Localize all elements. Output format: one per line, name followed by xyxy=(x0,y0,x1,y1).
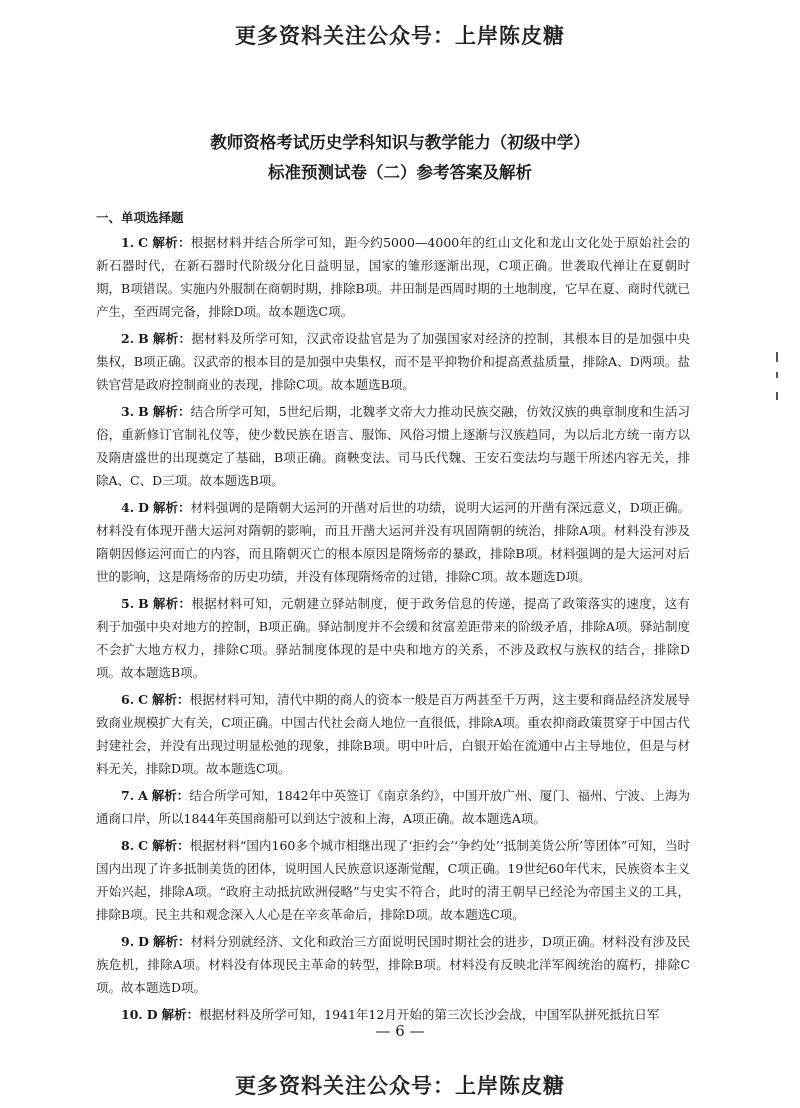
answer-list xyxy=(96,231,690,1026)
item-number: 4. xyxy=(121,500,135,515)
item-answer: A xyxy=(138,788,148,803)
item-answer: B xyxy=(138,331,149,346)
analysis-label: 解析： xyxy=(152,500,191,515)
item-text: 根据材料可知，元朝建立驿站制度，便于政务信息的传递，提高了政策落实的速度，这有利于加强中央对地方的控制，B项正确。驿站制度并不会缓和贫富差距带来的阶级矛盾，排除A项。驿站制度不会扩大地方权力，排除C项。驿站制度体现的是中央和地方的关系，不涉及政权与族权的结合，排除D项。故本题选B项。 xyxy=(96,596,690,680)
item-answer: D xyxy=(146,1007,158,1022)
answer-item xyxy=(96,592,690,684)
item-number: 2. xyxy=(121,331,135,346)
item-number: 8. xyxy=(121,838,135,853)
item-text: 根据材料可知，清代中期的商人的资本一般是百万两甚至千万两，这主要和商品经济发展导致商业规模扩大有关，C项正确。中国古代社会商人地位一直很低，排除A项。重农抑商政策贯穿于中国古代封建社会，并没有出现过明显松弛的现象，排除B项。明中叶后，白银开始在流通中占主导地位，但是与材料无关，排除D项。故本题选C项。 xyxy=(96,692,690,776)
item-text: 结合所学可知，1842年中英签订《南京条约》，中国开放广州、厦门、福州、宁波、上海为通商口岸，所以1844年英国商船可以到达宁波和上海，A项正确。故本题选A项。 xyxy=(96,788,690,826)
item-answer: B xyxy=(138,596,149,611)
item-number: 9. xyxy=(121,934,135,949)
section-heading: 一、单项选择题 xyxy=(96,210,184,225)
item-answer: B xyxy=(138,404,149,419)
item-text: 根据材料并结合所学可知，距今约5000—4000年的红山文化和龙山文化处于原始社会的新石器时代，在新石器时代阶级分化日益明显，国家的雏形逐渐出现，C项正确。世袭取代禅让在夏朝时期，B项错误。实施内外服制在商朝时期，排除B项。井田制是西周时期的土地制度，它早在夏、商时代就已产生，至西周完备，排除D项。故本题选C项。 xyxy=(96,235,690,319)
item-text: 材料分别就经济、文化和政治三方面说明民国时期社会的进步，D项正确。材料没有涉及民族危机，排除A项。材料没有体现民主革命的转型，排除B项。材料没有反映北洋军阀统治的腐朽，排除C项。故本题选D项。 xyxy=(96,934,690,995)
item-number: 7. xyxy=(121,788,135,803)
item-answer: C xyxy=(138,838,149,853)
answer-item xyxy=(96,688,690,780)
analysis-label: 解析： xyxy=(152,331,192,346)
answer-item xyxy=(96,400,690,492)
item-answer: D xyxy=(138,500,149,515)
analysis-label: 解析： xyxy=(152,404,191,419)
analysis-label: 解析： xyxy=(151,788,190,803)
title-line-2: 标准预测试卷（二）参考答案及解析 xyxy=(268,163,532,182)
item-answer: C xyxy=(138,235,149,250)
scan-artifact-mark xyxy=(776,392,778,400)
bottom-banner: 更多资料关注公众号：上岸陈皮糖 xyxy=(235,1074,565,1098)
item-number: 10. xyxy=(121,1007,143,1022)
item-text: 根据材料及所学可知，1941年12月开始的第三次长沙会战，中国军队拼死抵抗日军 xyxy=(199,1007,660,1022)
scan-artifact-mark xyxy=(776,372,778,378)
analysis-label: 解析： xyxy=(152,934,191,949)
item-text: 材料强调的是隋朝大运河的开凿对后世的功绩，说明大运河的开凿有深远意义，D项正确。材料没有体现开凿大运河对隋朝的影响，而且开凿大运河并没有巩固隋朝的统治，排除A项。材料没有涉及隋朝因修运河而亡的内容，而且隋朝灭亡的根本原因是隋炀帝的暴政，排除B项。材料强调的是大运河对后世的影响，这是隋炀帝的历史功绩，并没有体现隋炀帝的过错，排除C项。故本题选D项。 xyxy=(96,500,690,584)
answer-item xyxy=(96,834,690,926)
title-line-1: 教师资格考试历史学科知识与教学能力（初级中学） xyxy=(210,133,590,152)
item-number: 1. xyxy=(121,235,135,250)
analysis-label: 解析： xyxy=(152,838,190,853)
answer-item xyxy=(96,784,690,830)
page-number: — 6 — xyxy=(375,1022,425,1040)
item-number: 5. xyxy=(121,596,135,611)
answer-item xyxy=(96,327,690,396)
item-answer: C xyxy=(138,692,149,707)
item-number: 6. xyxy=(121,692,135,707)
page-title xyxy=(0,128,800,188)
analysis-label: 解析： xyxy=(161,1007,200,1022)
scan-artifact-mark xyxy=(776,352,778,362)
top-banner: 更多资料关注公众号：上岸陈皮糖 xyxy=(235,24,565,48)
analysis-label: 解析： xyxy=(152,596,192,611)
answer-item xyxy=(96,496,690,588)
item-answer: D xyxy=(138,934,149,949)
answer-content xyxy=(96,206,690,1030)
item-text: 结合所学可知，5世纪后期，北魏孝文帝大力推动民族交融，仿效汉族的典章制度和生活习俗，重新修订官制礼仪等，使少数民族在语言、服饰、风俗习惯上逐渐与汉族趋同，为以后北方统一南方以及隋唐盛世的出现奠定了基础，B项正确。商鞅变法、司马氏代魏、王安石变法均与题干所述内容无关，排除A、C、D三项。故本题选B项。 xyxy=(96,404,690,488)
analysis-label: 解析： xyxy=(152,692,190,707)
analysis-label: 解析： xyxy=(152,235,191,250)
item-text: 根据材料“国内160多个城市相继出现了‘拒约会’‘争约处’‘抵制美货公所’等团体”可知，当时国内出现了许多抵制美货的团体，说明国人民族意识逐渐觉醒，C项正确。19世纪60年代末，民族资本主义开始兴起，排除A项。“政府主动抵抗欧洲侵略”与史实不符合，此时的清王朝早已经沦为帝国主义的工具，排除B项。民主共和观念深入人心是在辛亥革命后，排除D项。故本题选C项。 xyxy=(96,838,690,922)
answer-item xyxy=(96,231,690,323)
item-text: 据材料及所学可知，汉武帝设盐官是为了加强国家对经济的控制，其根本目的是加强中央集权，B项正确。汉武帝的根本目的是加强中央集权，而不是平抑物价和提高煮盐质量，排除A、D两项。盐铁官营是政府控制商业的表现，排除C项。故本题选B项。 xyxy=(96,331,690,392)
answer-item xyxy=(96,930,690,999)
item-number: 3. xyxy=(121,404,135,419)
